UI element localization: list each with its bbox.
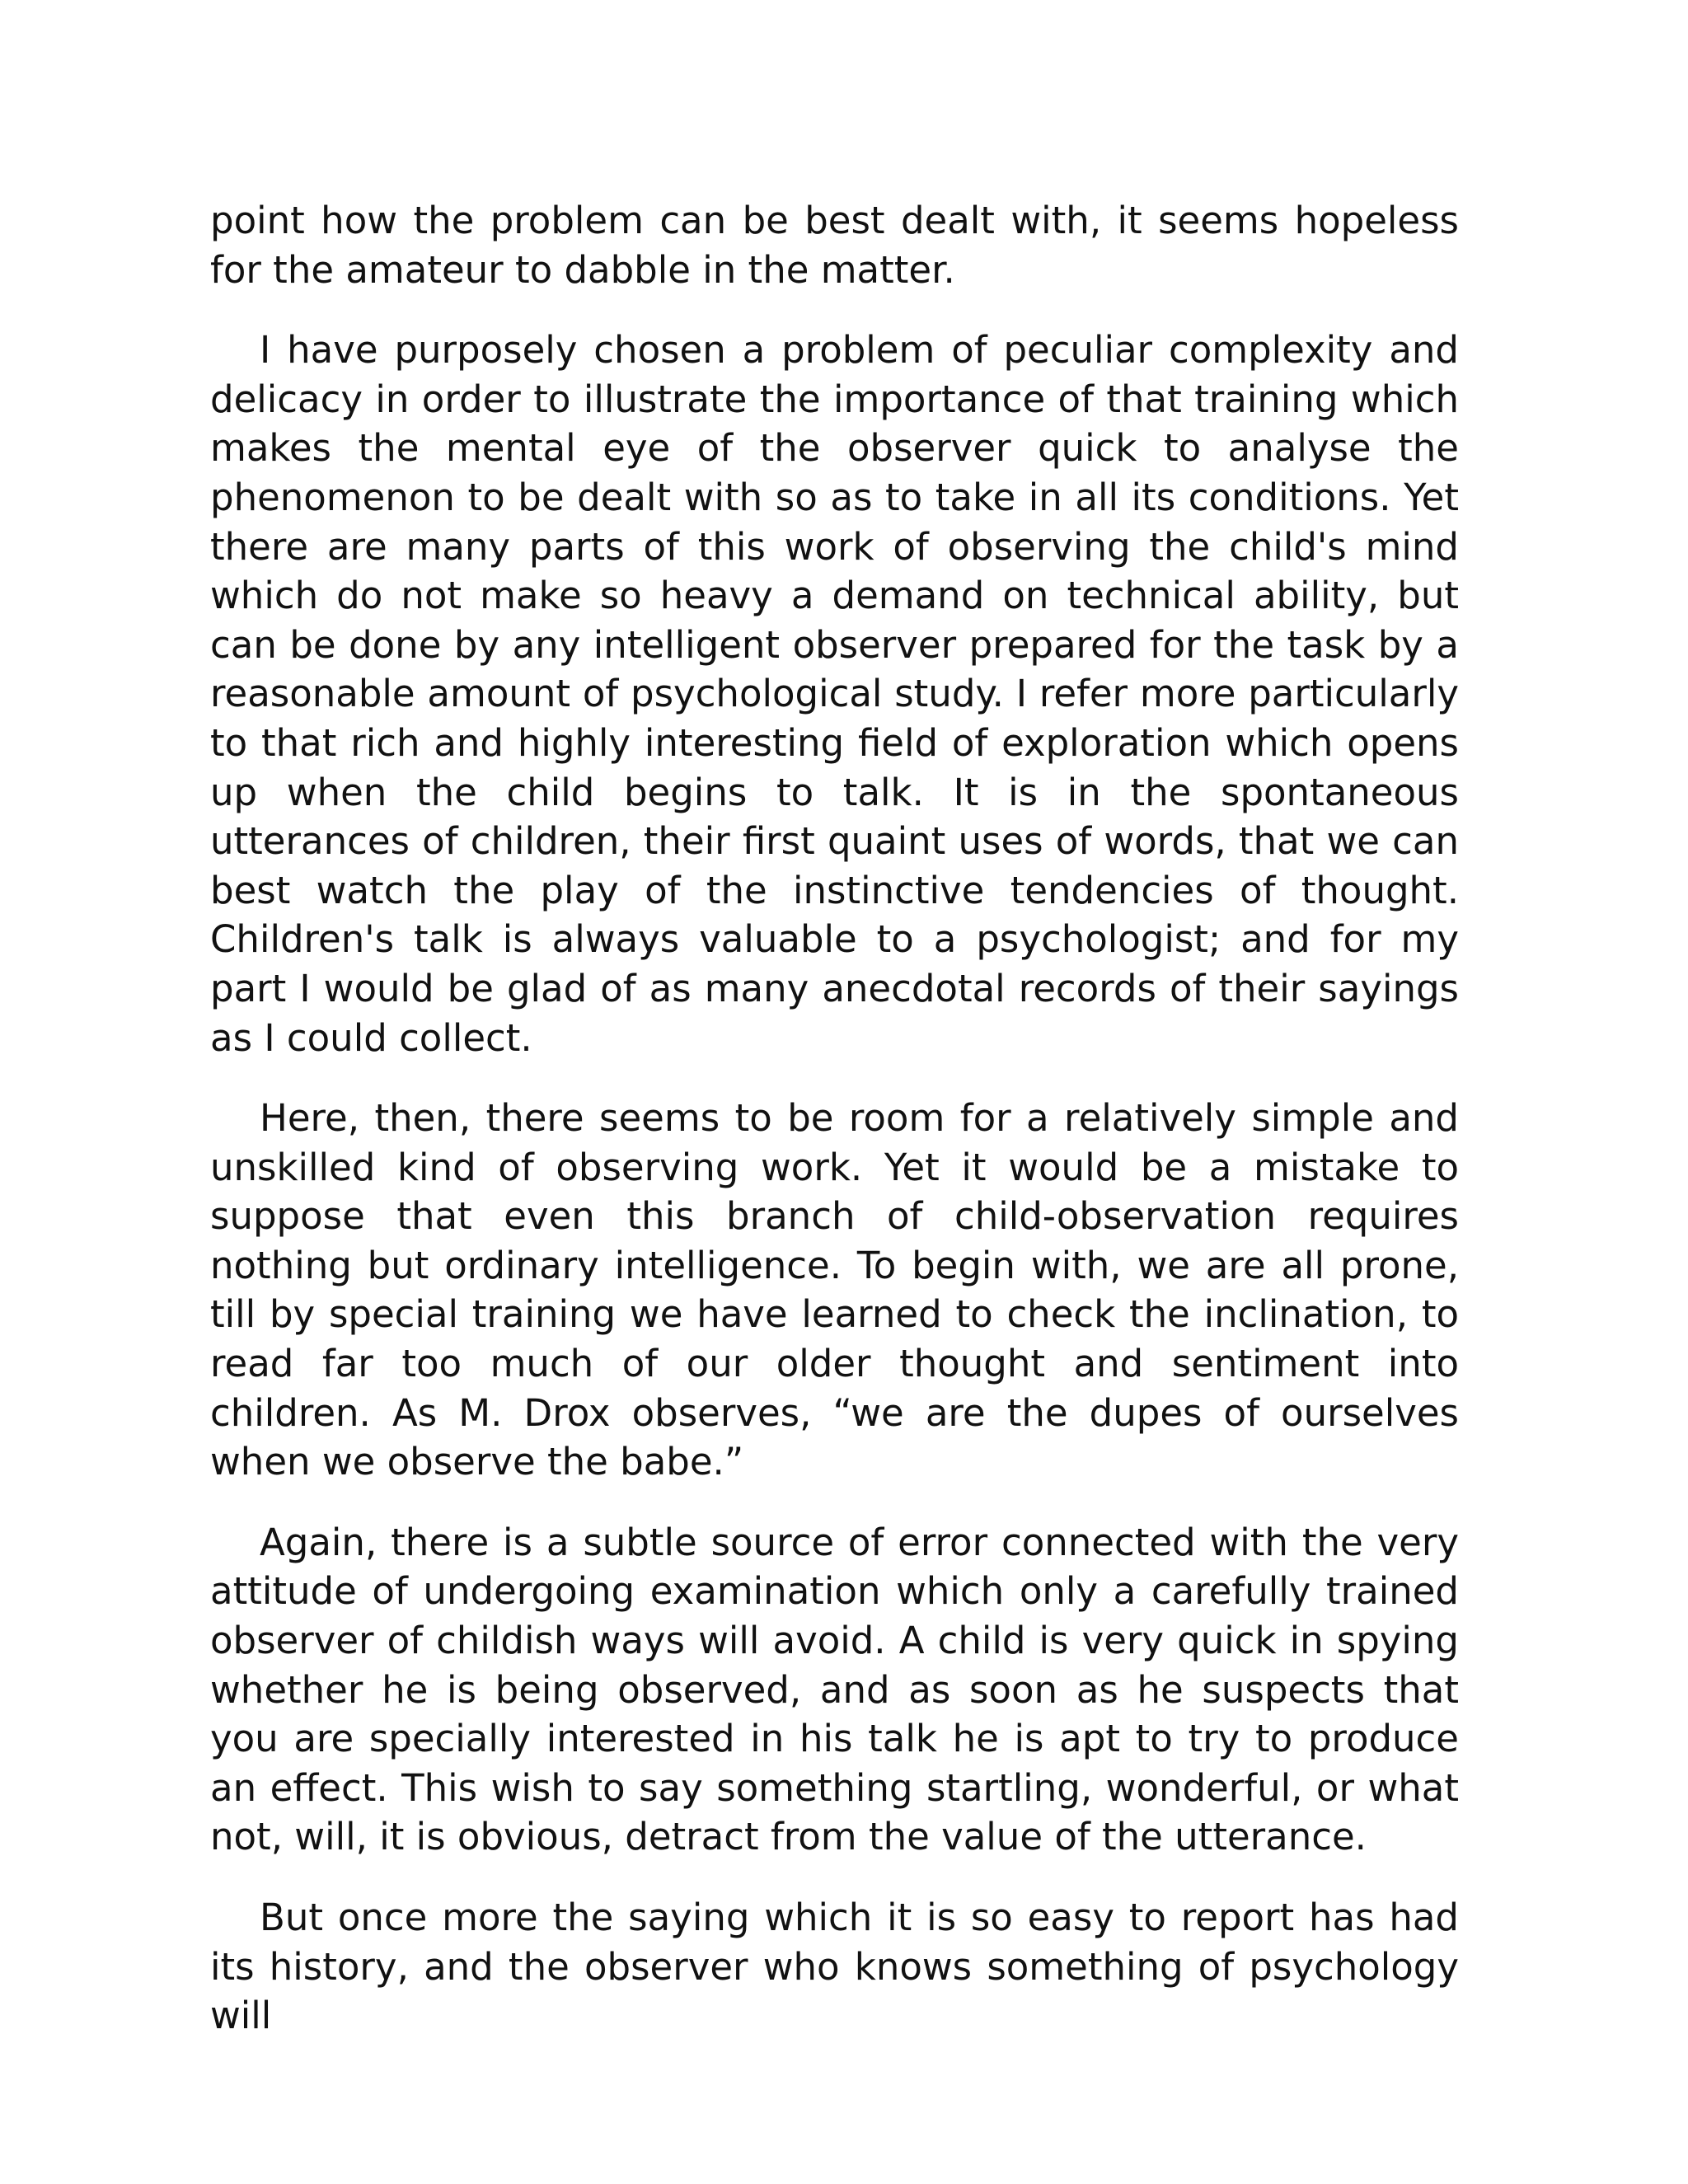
page-body	[210, 196, 1459, 2072]
paragraph-1: point how the problem can be best dealt with, it seems hopeless for the amateur to dabble in the matter.	[210, 199, 1459, 292]
paragraph-3: Here, then, there seems to be room for a relatively simple and unskilled kind of observing work. Yet it would be a mistake to suppose that even this branch of child-observation requires nothing but ordinary intelligence. To begin with, we are all prone, till by special training we have learned to check the inclination, to read far too much of our older thought and sentiment into children. As M. Drox observes, “we are the dupes of ourselves when we observe the babe.”	[210, 1096, 1459, 1484]
paragraph-5: But once more the saying which it is so easy to report has had its history, and the observer who knows something of psychology will	[210, 1896, 1459, 2038]
paragraph-2: I have purposely chosen a problem of peculiar complexity and delicacy in order to illustrate the importance of that training which makes the mental eye of the observer quick to analyse the phenomenon to be dealt with so as to take in all its conditions. Yet there are many parts of this work of observing the child's mind which do not make so heavy a demand on technical ability, but can be done by any intelligent observer prepared for the task by a reasonable amount of psychological study. I refer more particularly to that rich and highly interesting field of exploration which opens up when the child begins to talk. It is in the spontaneous utterances of children, their first quaint uses of words, that we can best watch the play of the instinctive tendencies of thought. Children's talk is always valuable to a psychologist; and for my part I would be glad of as many anecdotal records of their sayings as I could collect.	[210, 328, 1459, 1060]
paragraph-4: Again, there is a subtle source of error connected with the very attitude of undergoing examination which only a carefully trained observer of childish ways will avoid. A child is very quick in spying whether he is being observed, and as soon as he suspects that you are specially interested in his talk he is apt to try to produce an effect. This wish to say something startling, wonderful, or what not, will, it is obvious, detract from the value of the utterance.	[210, 1520, 1459, 1859]
